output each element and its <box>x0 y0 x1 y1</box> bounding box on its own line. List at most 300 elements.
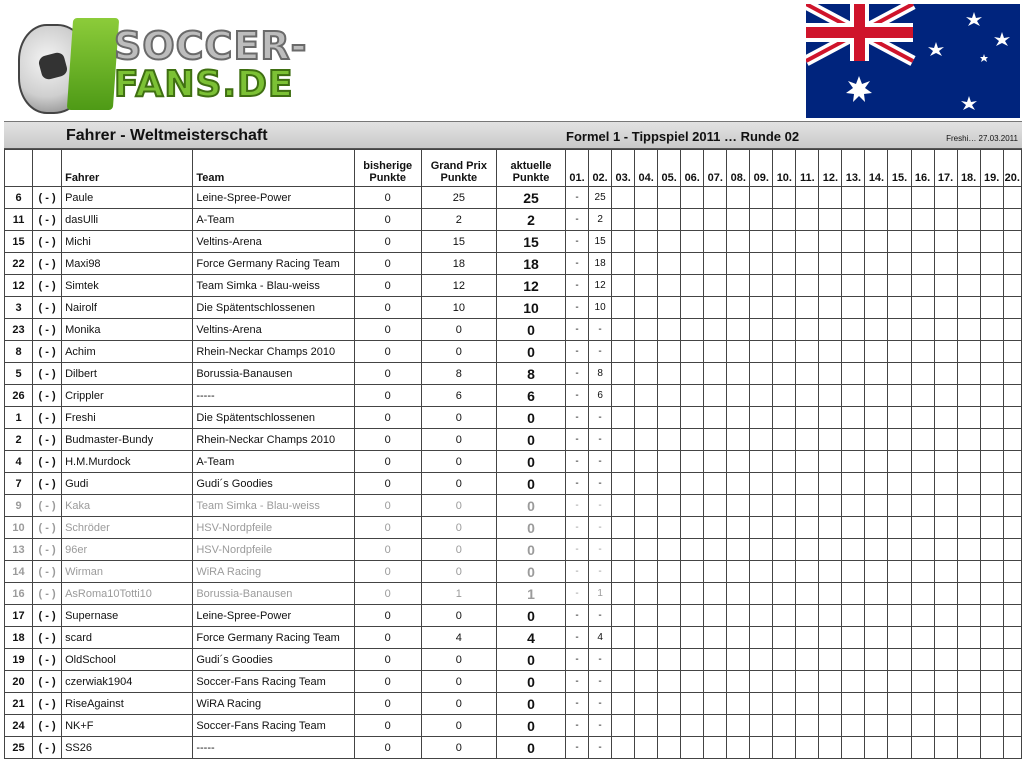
round-header: 14. <box>865 150 888 187</box>
team-cell: Borussia-Banausen <box>193 363 354 385</box>
round-empty-cell <box>750 187 773 209</box>
team-cell: Rhein-Neckar Champs 2010 <box>193 341 354 363</box>
round-empty-cell <box>727 561 750 583</box>
round-01-cell: - <box>566 693 589 715</box>
round-empty-cell <box>865 737 888 759</box>
position-cell: 12 <box>5 275 33 297</box>
round-empty-cell <box>911 187 934 209</box>
trend-cell: ( - ) <box>33 737 62 759</box>
round-empty-cell <box>796 297 819 319</box>
round-empty-cell <box>727 737 750 759</box>
table-row <box>5 319 1022 341</box>
round-empty-cell <box>658 187 681 209</box>
round-empty-cell <box>819 429 842 451</box>
round-empty-cell <box>658 671 681 693</box>
position-cell: 25 <box>5 737 33 759</box>
round-01-cell: - <box>566 539 589 561</box>
round-01-cell: - <box>566 715 589 737</box>
round-empty-cell <box>612 693 635 715</box>
aktuelle-points-cell: 8 <box>496 363 565 385</box>
round-empty-cell <box>727 429 750 451</box>
round-empty-cell <box>658 209 681 231</box>
round-empty-cell <box>773 605 796 627</box>
round-empty-cell <box>727 715 750 737</box>
aktuelle-points-cell: 0 <box>496 737 565 759</box>
round-02-cell: - <box>589 451 612 473</box>
round-empty-cell <box>957 253 980 275</box>
round-empty-cell <box>957 319 980 341</box>
round-empty-cell <box>773 561 796 583</box>
round-empty-cell <box>635 561 658 583</box>
table-row <box>5 297 1022 319</box>
round-empty-cell <box>635 583 658 605</box>
round-empty-cell <box>819 187 842 209</box>
round-empty-cell <box>888 451 911 473</box>
aktuelle-points-cell: 0 <box>496 605 565 627</box>
round-empty-cell <box>773 671 796 693</box>
aktuelle-points-cell: 12 <box>496 275 565 297</box>
round-empty-cell <box>681 341 704 363</box>
round-empty-cell <box>727 693 750 715</box>
round-empty-cell <box>888 627 911 649</box>
bisherige-cell: 0 <box>354 715 421 737</box>
round-empty-cell <box>796 539 819 561</box>
round-empty-cell <box>750 671 773 693</box>
round-01-cell: - <box>566 407 589 429</box>
round-empty-cell <box>750 451 773 473</box>
round-empty-cell <box>727 319 750 341</box>
round-empty-cell <box>980 583 1003 605</box>
round-empty-cell <box>980 737 1003 759</box>
round-empty-cell <box>865 517 888 539</box>
round-empty-cell <box>819 627 842 649</box>
trend-cell: ( - ) <box>33 539 62 561</box>
round-empty-cell <box>888 605 911 627</box>
round-empty-cell <box>842 583 865 605</box>
round-empty-cell <box>658 583 681 605</box>
round-empty-cell <box>934 539 957 561</box>
fahrer-cell: Gudi <box>62 473 193 495</box>
position-cell: 22 <box>5 253 33 275</box>
round-empty-cell <box>704 363 727 385</box>
round-empty-cell <box>842 209 865 231</box>
round-empty-cell <box>796 583 819 605</box>
round-empty-cell <box>704 627 727 649</box>
round-empty-cell <box>681 319 704 341</box>
round-empty-cell <box>704 385 727 407</box>
aktuelle-points-cell: 10 <box>496 297 565 319</box>
round-empty-cell <box>819 715 842 737</box>
round-empty-cell <box>888 253 911 275</box>
round-empty-cell <box>911 649 934 671</box>
round-empty-cell <box>819 363 842 385</box>
round-header: 16. <box>911 150 934 187</box>
round-empty-cell <box>704 605 727 627</box>
gp-points-cell: 0 <box>421 539 496 561</box>
round-01-cell: - <box>566 737 589 759</box>
round-empty-cell <box>911 715 934 737</box>
aktuelle-points-cell: 0 <box>496 319 565 341</box>
table-row <box>5 407 1022 429</box>
round-empty-cell <box>635 297 658 319</box>
round-empty-cell <box>957 209 980 231</box>
round-empty-cell <box>796 605 819 627</box>
round-header: 15. <box>888 150 911 187</box>
round-header: 18. <box>957 150 980 187</box>
round-01-cell: - <box>566 583 589 605</box>
round-02-cell: - <box>589 649 612 671</box>
round-empty-cell <box>842 187 865 209</box>
position-cell: 26 <box>5 385 33 407</box>
round-empty-cell <box>888 495 911 517</box>
round-empty-cell <box>635 363 658 385</box>
round-empty-cell <box>842 275 865 297</box>
round-empty-cell <box>727 209 750 231</box>
round-01-cell: - <box>566 253 589 275</box>
round-empty-cell <box>727 649 750 671</box>
round-01-cell: - <box>566 385 589 407</box>
round-empty-cell <box>865 187 888 209</box>
round-empty-cell <box>842 297 865 319</box>
round-empty-cell <box>980 517 1003 539</box>
table-row <box>5 363 1022 385</box>
trend-cell: ( - ) <box>33 627 62 649</box>
table-row <box>5 341 1022 363</box>
round-header: 06. <box>681 150 704 187</box>
round-empty-cell <box>911 473 934 495</box>
round-empty-cell <box>773 253 796 275</box>
round-empty-cell <box>819 561 842 583</box>
table-row <box>5 187 1022 209</box>
fahrer-cell: 96er <box>62 539 193 561</box>
round-empty-cell <box>980 407 1003 429</box>
round-empty-cell <box>658 495 681 517</box>
position-cell: 24 <box>5 715 33 737</box>
round-empty-cell <box>635 671 658 693</box>
round-empty-cell <box>911 451 934 473</box>
round-empty-cell <box>635 231 658 253</box>
round-empty-cell <box>842 407 865 429</box>
round-empty-cell <box>704 209 727 231</box>
aktuelle-points-cell: 1 <box>496 583 565 605</box>
fahrer-cell: NK+F <box>62 715 193 737</box>
round-empty-cell <box>934 231 957 253</box>
team-cell: HSV-Nordpfeile <box>193 517 354 539</box>
fahrer-cell: AsRoma10Totti10 <box>62 583 193 605</box>
round-01-cell: - <box>566 341 589 363</box>
trend-cell: ( - ) <box>33 341 62 363</box>
bisherige-cell: 0 <box>354 517 421 539</box>
round-empty-cell <box>796 187 819 209</box>
round-empty-cell <box>980 385 1003 407</box>
team-cell: Die Spätentschlossenen <box>193 407 354 429</box>
round-02-cell: 6 <box>589 385 612 407</box>
round-empty-cell <box>957 671 980 693</box>
round-02-cell: 12 <box>589 275 612 297</box>
round-empty-cell <box>888 671 911 693</box>
fahrer-cell: Michi <box>62 231 193 253</box>
round-empty-cell <box>911 253 934 275</box>
gp-points-cell: 0 <box>421 341 496 363</box>
trend-cell: ( - ) <box>33 473 62 495</box>
table-row <box>5 671 1022 693</box>
aktuelle-points-cell: 0 <box>496 715 565 737</box>
round-empty-cell <box>612 297 635 319</box>
round-empty-cell <box>888 275 911 297</box>
round-empty-cell <box>727 539 750 561</box>
round-empty-cell <box>957 407 980 429</box>
round-empty-cell <box>612 209 635 231</box>
round-empty-cell <box>681 429 704 451</box>
round-empty-cell <box>911 605 934 627</box>
round-empty-cell <box>957 561 980 583</box>
round-empty-cell <box>957 363 980 385</box>
round-empty-cell <box>635 473 658 495</box>
round-empty-cell <box>1003 407 1021 429</box>
round-empty-cell <box>704 429 727 451</box>
round-empty-cell <box>727 517 750 539</box>
round-empty-cell <box>819 253 842 275</box>
round-empty-cell <box>796 649 819 671</box>
round-empty-cell <box>727 605 750 627</box>
round-empty-cell <box>796 451 819 473</box>
round-empty-cell <box>612 473 635 495</box>
gp-points-cell: 12 <box>421 275 496 297</box>
round-empty-cell <box>658 275 681 297</box>
fahrer-cell: Simtek <box>62 275 193 297</box>
round-empty-cell <box>750 297 773 319</box>
round-empty-cell <box>865 407 888 429</box>
team-cell: Force Germany Racing Team <box>193 627 354 649</box>
round-empty-cell <box>681 583 704 605</box>
position-cell: 14 <box>5 561 33 583</box>
round-empty-cell <box>865 231 888 253</box>
round-empty-cell <box>842 495 865 517</box>
round-empty-cell <box>934 253 957 275</box>
round-empty-cell <box>681 385 704 407</box>
round-empty-cell <box>681 407 704 429</box>
round-empty-cell <box>773 231 796 253</box>
fahrer-cell: czerwiak1904 <box>62 671 193 693</box>
round-empty-cell <box>681 473 704 495</box>
bisherige-cell: 0 <box>354 649 421 671</box>
gp-points-cell: 0 <box>421 517 496 539</box>
round-empty-cell <box>819 341 842 363</box>
round-empty-cell <box>819 539 842 561</box>
round-empty-cell <box>1003 737 1021 759</box>
round-02-cell: 15 <box>589 231 612 253</box>
round-empty-cell <box>658 451 681 473</box>
round-empty-cell <box>1003 363 1021 385</box>
round-empty-cell <box>727 187 750 209</box>
round-empty-cell <box>957 297 980 319</box>
round-empty-cell <box>635 209 658 231</box>
round-empty-cell <box>819 495 842 517</box>
round-empty-cell <box>957 473 980 495</box>
round-empty-cell <box>980 253 1003 275</box>
round-02-cell: - <box>589 319 612 341</box>
position-cell: 13 <box>5 539 33 561</box>
round-empty-cell <box>704 737 727 759</box>
round-empty-cell <box>681 561 704 583</box>
fahrer-cell: Wirman <box>62 561 193 583</box>
round-empty-cell <box>934 605 957 627</box>
round-empty-cell <box>1003 473 1021 495</box>
round-empty-cell <box>635 539 658 561</box>
round-header: 12. <box>819 150 842 187</box>
round-empty-cell <box>681 649 704 671</box>
round-empty-cell <box>773 187 796 209</box>
bisherige-cell: 0 <box>354 539 421 561</box>
aktuelle-points-cell: 0 <box>496 517 565 539</box>
round-empty-cell <box>842 473 865 495</box>
round-empty-cell <box>612 275 635 297</box>
round-empty-cell <box>1003 253 1021 275</box>
round-empty-cell <box>658 539 681 561</box>
round-empty-cell <box>934 209 957 231</box>
round-empty-cell <box>796 495 819 517</box>
round-empty-cell <box>612 715 635 737</box>
aktuelle-points-cell: 4 <box>496 627 565 649</box>
team-cell: ----- <box>193 737 354 759</box>
round-empty-cell <box>911 539 934 561</box>
round-empty-cell <box>612 517 635 539</box>
gp-points-cell: 0 <box>421 451 496 473</box>
position-cell: 15 <box>5 231 33 253</box>
trend-header <box>33 150 62 187</box>
position-cell: 16 <box>5 583 33 605</box>
bisherige-cell: 0 <box>354 583 421 605</box>
page-title: Fahrer - Weltmeisterschaft <box>66 127 268 144</box>
team-cell: Force Germany Racing Team <box>193 253 354 275</box>
team-cell: Team Simka - Blau-weiss <box>193 275 354 297</box>
round-empty-cell <box>635 407 658 429</box>
round-empty-cell <box>658 319 681 341</box>
round-empty-cell <box>911 319 934 341</box>
fahrer-cell: Freshi <box>62 407 193 429</box>
trend-cell: ( - ) <box>33 693 62 715</box>
round-empty-cell <box>796 385 819 407</box>
position-cell: 8 <box>5 341 33 363</box>
round-empty-cell <box>612 253 635 275</box>
aktuelle-header: aktuelle Punkte <box>496 150 565 187</box>
bisherige-cell: 0 <box>354 605 421 627</box>
round-empty-cell <box>888 737 911 759</box>
round-empty-cell <box>681 671 704 693</box>
round-empty-cell <box>612 385 635 407</box>
round-01-cell: - <box>566 495 589 517</box>
fahrer-cell: Kaka <box>62 495 193 517</box>
round-empty-cell <box>750 363 773 385</box>
table-row <box>5 253 1022 275</box>
round-empty-cell <box>980 715 1003 737</box>
round-empty-cell <box>888 583 911 605</box>
round-empty-cell <box>934 363 957 385</box>
table-row <box>5 715 1022 737</box>
round-empty-cell <box>934 715 957 737</box>
position-cell: 7 <box>5 473 33 495</box>
round-empty-cell <box>635 253 658 275</box>
round-empty-cell <box>865 693 888 715</box>
round-empty-cell <box>727 231 750 253</box>
round-empty-cell <box>681 715 704 737</box>
round-empty-cell <box>865 429 888 451</box>
round-empty-cell <box>980 561 1003 583</box>
trend-cell: ( - ) <box>33 495 62 517</box>
fahrer-cell: Monika <box>62 319 193 341</box>
round-empty-cell <box>819 583 842 605</box>
round-empty-cell <box>773 583 796 605</box>
gp-points-cell: 0 <box>421 561 496 583</box>
round-01-cell: - <box>566 275 589 297</box>
round-empty-cell <box>796 231 819 253</box>
round-empty-cell <box>704 517 727 539</box>
round-empty-cell <box>842 517 865 539</box>
round-empty-cell <box>957 737 980 759</box>
round-empty-cell <box>727 583 750 605</box>
trend-cell: ( - ) <box>33 407 62 429</box>
round-empty-cell <box>888 407 911 429</box>
round-empty-cell <box>750 231 773 253</box>
round-empty-cell <box>957 627 980 649</box>
bisherige-cell: 0 <box>354 187 421 209</box>
round-empty-cell <box>911 363 934 385</box>
trend-cell: ( - ) <box>33 319 62 341</box>
team-cell: Rhein-Neckar Champs 2010 <box>193 429 354 451</box>
round-empty-cell <box>773 385 796 407</box>
round-empty-cell <box>819 231 842 253</box>
round-empty-cell <box>980 473 1003 495</box>
round-empty-cell <box>796 517 819 539</box>
round-empty-cell <box>980 341 1003 363</box>
round-empty-cell <box>704 495 727 517</box>
round-empty-cell <box>658 297 681 319</box>
trend-cell: ( - ) <box>33 649 62 671</box>
fahrer-cell: OldSchool <box>62 649 193 671</box>
aktuelle-points-cell: 0 <box>496 495 565 517</box>
bisherige-cell: 0 <box>354 737 421 759</box>
aktuelle-points-cell: 25 <box>496 187 565 209</box>
round-empty-cell <box>612 737 635 759</box>
round-01-cell: - <box>566 671 589 693</box>
round-empty-cell <box>911 275 934 297</box>
round-01-cell: - <box>566 187 589 209</box>
position-cell: 5 <box>5 363 33 385</box>
round-empty-cell <box>934 671 957 693</box>
bisherige-cell: 0 <box>354 231 421 253</box>
pos-header <box>5 150 33 187</box>
round-empty-cell <box>773 693 796 715</box>
fahrer-cell: dasUlli <box>62 209 193 231</box>
round-empty-cell <box>865 209 888 231</box>
round-empty-cell <box>819 517 842 539</box>
round-02-cell: 1 <box>589 583 612 605</box>
round-empty-cell <box>1003 275 1021 297</box>
bisherige-cell: 0 <box>354 297 421 319</box>
round-title: Formel 1 - Tippspiel 2011 … Runde 02 <box>566 129 800 144</box>
round-empty-cell <box>704 649 727 671</box>
round-empty-cell <box>934 407 957 429</box>
round-empty-cell <box>819 209 842 231</box>
round-empty-cell <box>635 429 658 451</box>
round-01-cell: - <box>566 451 589 473</box>
logo-text-line1: SOCCER- <box>114 24 308 68</box>
round-02-cell: - <box>589 671 612 693</box>
round-empty-cell <box>727 671 750 693</box>
round-empty-cell <box>865 385 888 407</box>
round-empty-cell <box>865 715 888 737</box>
table-row <box>5 517 1022 539</box>
